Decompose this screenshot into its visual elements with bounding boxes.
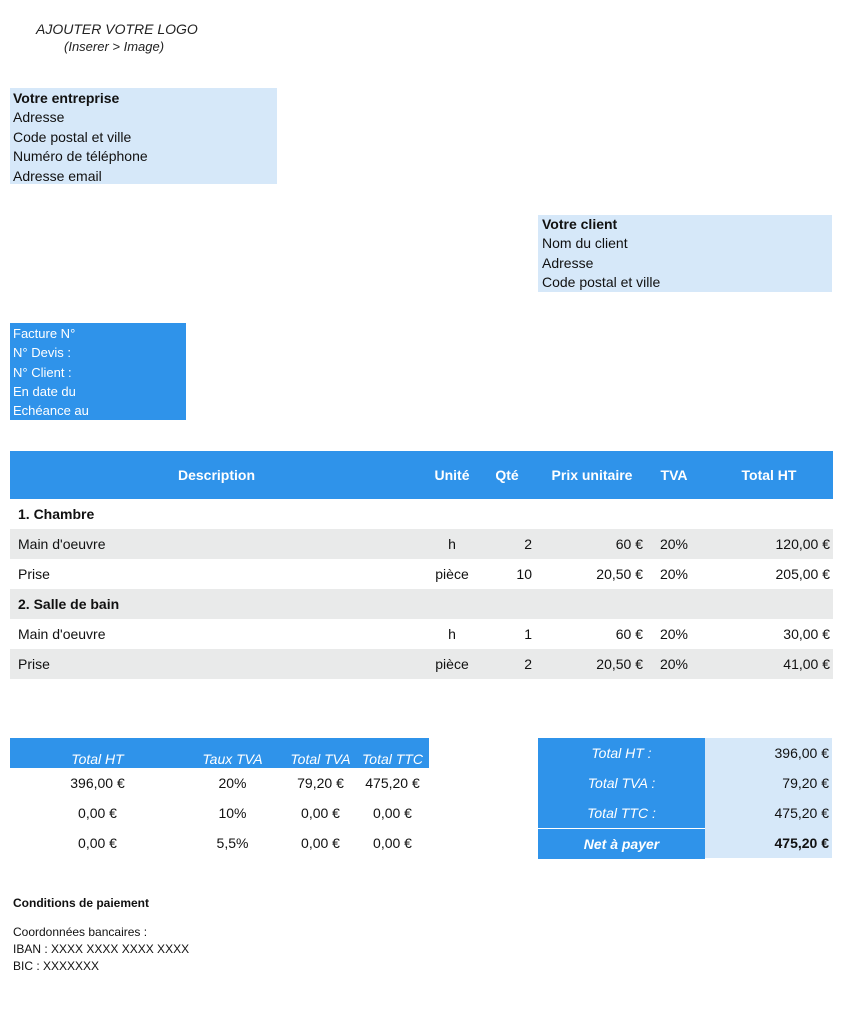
vat-cell-rate: 5,5% (216, 835, 249, 851)
iban-line: IBAN : XXXX XXXX XXXX XXXX (13, 942, 190, 956)
header-description: Description (178, 467, 256, 483)
vat-cell-total-ht: 0,00 € (78, 805, 117, 821)
cell-vat: 20% (659, 536, 689, 552)
cell-unit-price: 60 € (615, 626, 643, 642)
quote-number-label: N° Devis : (13, 345, 71, 361)
total-ht-value: 396,00 € (705, 738, 832, 768)
vat-header-total-ht: Total HT (71, 751, 124, 767)
totals-row-net (538, 828, 832, 858)
table-row (10, 529, 833, 559)
vat-header-total-ttc: Total TTC (362, 751, 423, 767)
cell-qty: 10 (516, 566, 532, 582)
cell-description: Main d'oeuvre (18, 536, 106, 552)
totals-row-tva (538, 768, 832, 798)
totals-row-ht (538, 738, 832, 768)
cell-vat: 20% (659, 626, 689, 642)
cell-unit-price: 20,50 € (596, 566, 643, 582)
company-name: Votre entreprise (13, 90, 120, 106)
vat-cell-total-ht: 396,00 € (70, 775, 125, 791)
table-row (10, 798, 429, 828)
cell-vat: 20% (659, 566, 689, 582)
table-row (10, 559, 833, 589)
total-ht-label: Total HT : (538, 738, 705, 768)
cell-qty: 1 (524, 626, 532, 642)
bank-details-label: Coordonnées bancaires : (13, 925, 148, 939)
total-tva-value: 79,20 € (705, 768, 832, 798)
company-email: Adresse email (13, 167, 102, 184)
total-ttc-value: 475,20 € (705, 798, 832, 828)
vat-cell-rate: 10% (218, 805, 247, 821)
cell-total-ht: 120,00 € (775, 536, 830, 552)
header-qty: Qté (495, 467, 519, 483)
client-address: Adresse (542, 254, 594, 271)
header-unit-price: Prix unitaire (551, 467, 633, 483)
header-total-ht: Total HT (741, 467, 797, 483)
payment-terms-title: Conditions de paiement (13, 896, 150, 910)
cell-unit: pièce (435, 566, 469, 582)
vat-cell-total-ttc: 475,20 € (365, 775, 420, 791)
vat-summary-header (10, 738, 429, 768)
cell-unit-price: 20,50 € (596, 656, 643, 672)
company-phone: Numéro de téléphone (13, 148, 148, 165)
cell-unit: h (448, 626, 456, 642)
logo-line-1: AJOUTER VOTRE LOGO (36, 21, 198, 37)
client-block (538, 215, 832, 292)
invoice-number-label: Facture N° (13, 326, 76, 341)
cell-total-ht: 30,00 € (783, 626, 830, 642)
logo-placeholder (36, 21, 198, 55)
vat-cell-total-ttc: 0,00 € (373, 805, 412, 821)
client-name: Nom du client (542, 235, 628, 252)
total-ttc-label: Total TTC : (538, 798, 705, 828)
vat-cell-total-tva: 79,20 € (297, 775, 344, 791)
net-to-pay-label: Net à payer (538, 828, 705, 859)
table-row (10, 649, 833, 679)
table-row (10, 619, 833, 649)
company-postal-city: Code postal et ville (13, 128, 132, 145)
logo-line-2: (Inserer > Image) (64, 39, 165, 54)
totals-row-ttc (538, 798, 832, 828)
header-vat: TVA (660, 467, 688, 483)
header-unit: Unité (434, 467, 470, 483)
due-date-label: Echéance au (13, 403, 89, 419)
cell-description: Prise (18, 656, 50, 672)
cell-qty: 2 (524, 536, 532, 552)
vat-cell-total-tva: 0,00 € (301, 835, 340, 851)
cell-description: Prise (18, 566, 50, 582)
client-postal-city: Code postal et ville (542, 274, 661, 291)
vat-header-rate: Taux TVA (202, 751, 263, 767)
vat-cell-rate: 20% (218, 775, 247, 791)
total-tva-label: Total TVA : (538, 768, 705, 798)
vat-cell-total-ttc: 0,00 € (373, 835, 412, 851)
bic-line: BIC : XXXXXXX (13, 959, 100, 973)
cell-total-ht: 205,00 € (775, 566, 830, 582)
cell-qty: 2 (524, 656, 532, 672)
cell-unit: h (448, 536, 456, 552)
invoice-date-label: En date du (13, 383, 76, 399)
cell-total-ht: 41,00 € (783, 656, 830, 672)
section-row (10, 589, 833, 619)
section-row (10, 499, 833, 529)
items-table-header (10, 451, 833, 499)
totals-box (538, 738, 832, 858)
cell-description: Main d'oeuvre (18, 626, 106, 642)
invoice-meta-block (10, 323, 186, 420)
section-title: 2. Salle de bain (18, 596, 120, 612)
net-to-pay-value: 475,20 € (705, 828, 832, 858)
company-address: Adresse (13, 109, 65, 126)
items-table (10, 451, 833, 679)
client-number-label: N° Client : (13, 364, 72, 380)
table-row (10, 768, 429, 798)
cell-vat: 20% (659, 656, 689, 672)
vat-cell-total-ht: 0,00 € (78, 835, 117, 851)
company-block (10, 88, 277, 184)
cell-unit: pièce (435, 656, 469, 672)
cell-unit-price: 60 € (615, 536, 643, 552)
section-title: 1. Chambre (18, 506, 95, 522)
client-title: Votre client (542, 216, 618, 232)
payment-terms (13, 895, 189, 975)
vat-summary-table (10, 738, 429, 858)
table-row (10, 828, 429, 858)
vat-header-total-tva: Total TVA (290, 751, 351, 767)
vat-cell-total-tva: 0,00 € (301, 805, 340, 821)
